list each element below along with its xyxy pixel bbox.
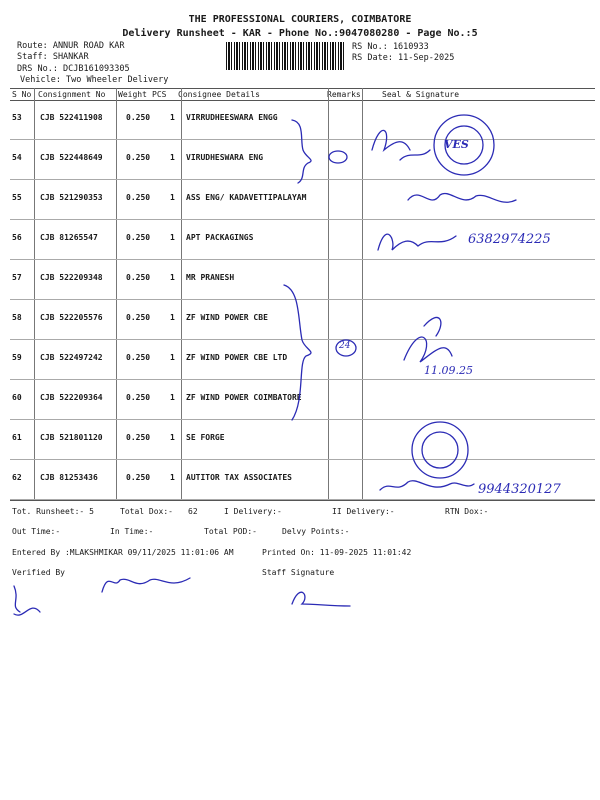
rs-date: RS Date: 11-Sep-2025	[352, 53, 455, 63]
runsheet-subtitle: Delivery Runsheet - KAR - Phone No.:9047080280 - Page No.:5	[122, 28, 478, 39]
row-consignment: CJB 522448649	[40, 153, 103, 162]
col-sno: S No	[12, 90, 32, 99]
row-weight: 0.250	[126, 313, 151, 322]
staff-signature-label: Staff Signature	[262, 568, 335, 577]
total-runsheet: Tot. Runsheet:- 5	[12, 507, 94, 516]
col-weight: Weight	[118, 90, 147, 99]
row-weight: 0.250	[126, 433, 151, 442]
entered-by: Entered By :MLAKSHMIKAR 09/11/2025 11:01:06 AM	[12, 548, 234, 557]
row-pcs: 1	[170, 273, 175, 282]
row-sno: 57	[12, 273, 22, 282]
row-weight: 0.250	[126, 473, 151, 482]
row-sno: 61	[12, 433, 22, 442]
total-pod: Total POD:-	[204, 527, 257, 536]
stamp-text: VES	[444, 138, 469, 151]
row-consignment: CJB 521290353	[40, 193, 103, 202]
handwritten-date: 11.09.25	[424, 364, 473, 377]
row-consignee: MR PRANESH	[186, 273, 235, 282]
row-weight: 0.250	[126, 233, 151, 242]
row-weight: 0.250	[126, 153, 151, 162]
row-pcs: 1	[170, 113, 175, 122]
row-consignment: CJB 522209364	[40, 393, 103, 402]
verified-by-label: Verified By	[12, 568, 65, 577]
out-time: Out Time:-	[12, 527, 61, 536]
row-sno: 59	[12, 353, 22, 362]
handwritten-phone-2: 9944320127	[478, 482, 561, 497]
total-dox-label: Total Dox:-	[120, 507, 173, 516]
row-sno: 54	[12, 153, 22, 162]
row-pcs: 1	[170, 313, 175, 322]
row-pcs: 1	[170, 473, 175, 482]
col-pcs: PCS	[152, 90, 167, 99]
row-pcs: 1	[170, 233, 175, 242]
staff-label: Staff: SHANKAR	[17, 52, 89, 62]
row-consignee: AUTITOR TAX ASSOCIATES	[186, 473, 292, 482]
row-consignee: APT PACKAGINGS	[186, 233, 254, 242]
company-title: THE PROFESSIONAL COURIERS, COIMBATORE	[188, 14, 412, 25]
row-pcs: 1	[170, 193, 175, 202]
col-seal: Seal & Signature	[382, 90, 460, 99]
handwritten-phone-1: 6382974225	[468, 232, 551, 247]
row-weight: 0.250	[126, 193, 151, 202]
row-consignment: CJB 522209348	[40, 273, 103, 282]
row-consignment: CJB 522497242	[40, 353, 103, 362]
in-time: In Time:-	[110, 527, 154, 536]
row-consignee: ZF WIND POWER CBE LTD	[186, 353, 288, 362]
row-weight: 0.250	[126, 353, 151, 362]
col-consignee: Consignee Details	[178, 90, 260, 99]
rtn-dox: RTN Dox:-	[445, 507, 489, 516]
row-pcs: 1	[170, 433, 175, 442]
col-consignment: Consignment No	[38, 90, 106, 99]
row-consignment: CJB 522411908	[40, 113, 103, 122]
row-pcs: 1	[170, 393, 175, 402]
row-weight: 0.250	[126, 273, 151, 282]
drs-label: DRS No.: DCJB161093305	[17, 64, 130, 74]
row-sno: 55	[12, 193, 22, 202]
row-consignment: CJB 81253436	[40, 473, 98, 482]
col-remarks: Remarks	[327, 90, 361, 99]
row-sno: 56	[12, 233, 22, 242]
row-sno: 58	[12, 313, 22, 322]
row-sno: 62	[12, 473, 22, 482]
row-weight: 0.250	[126, 393, 151, 402]
i-delivery: I Delivery:-	[224, 507, 282, 516]
ii-delivery: II Delivery:-	[332, 507, 395, 516]
row-pcs: 1	[170, 153, 175, 162]
route-label: Route: ANNUR ROAD KAR	[17, 41, 125, 51]
row-consignment: CJB 522205576	[40, 313, 103, 322]
printed-on: Printed On: 11-09-2025 11:01:42	[262, 548, 412, 557]
row-consignment: CJB 81265547	[40, 233, 98, 242]
total-dox-value: 62	[188, 507, 198, 516]
row-consignee: VIRRUDHEESWARA ENGG	[186, 113, 278, 122]
delvy-points: Delvy Points:-	[282, 527, 350, 536]
rs-number: RS No.: 1610933	[352, 42, 429, 52]
row-weight: 0.250	[126, 113, 151, 122]
row-consignment: CJB 521801120	[40, 433, 103, 442]
row-consignee: ASS ENG/ KADAVETTIPALAYAM	[186, 193, 307, 202]
row-sno: 60	[12, 393, 22, 402]
row-pcs: 1	[170, 353, 175, 362]
row-consignee: SE FORGE	[186, 433, 225, 442]
row-consignee: ZF WIND POWER CBE	[186, 313, 268, 322]
row-sno: 53	[12, 113, 22, 122]
row-consignee: ZF WIND POWER COIMBATORE	[186, 393, 302, 402]
vehicle-label: Vehicle: Two Wheeler Delivery	[20, 75, 169, 85]
handwritten-note: 24	[339, 341, 351, 351]
row-consignee: VIRUDHESWARA ENG	[186, 153, 264, 162]
